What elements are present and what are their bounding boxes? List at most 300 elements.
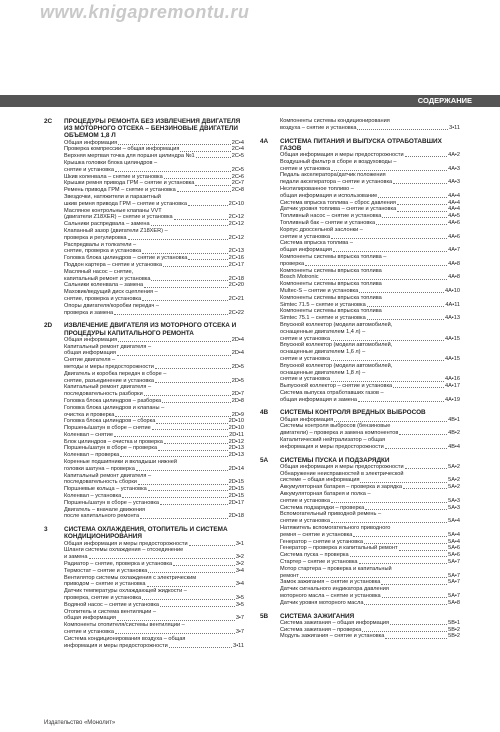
toc-entry[interactable] bbox=[280, 437, 460, 444]
toc-entry[interactable] bbox=[280, 579, 460, 586]
toc-entry[interactable] bbox=[280, 491, 460, 498]
toc-entry[interactable] bbox=[280, 308, 460, 315]
toc-entry[interactable] bbox=[280, 363, 460, 370]
page-number: 2D•7 bbox=[231, 391, 244, 398]
toc-entry[interactable] bbox=[64, 214, 244, 221]
dot-leader bbox=[405, 156, 448, 157]
entry-text: последовательность разборки bbox=[64, 391, 143, 398]
entry-text: Опоры двигателя/коробки передач – bbox=[64, 302, 159, 309]
dot-leader bbox=[155, 368, 231, 369]
section-title: СИСТЕМА ОХЛАЖДЕНИЯ, ОТОПИТЕЛЬ И СИСТЕМА КОНДИЦИОНИРОВАНИЯ bbox=[64, 526, 228, 541]
page-number: 2С•17 bbox=[228, 261, 244, 268]
entry-text: Общая информация bbox=[280, 416, 334, 423]
entry-text: проверка bbox=[280, 260, 305, 267]
dot-leader bbox=[117, 355, 231, 356]
toc-entry[interactable] bbox=[280, 444, 460, 451]
entry-text: Компоненты системы впрыска топлива bbox=[280, 281, 382, 288]
dot-leader bbox=[136, 470, 228, 471]
toc-entry[interactable] bbox=[64, 479, 244, 486]
page-number: 5В•1 bbox=[448, 619, 460, 626]
page-number: 3•11 bbox=[449, 124, 460, 131]
entry-text: Снятие двигателя – bbox=[64, 357, 116, 364]
page-number: 4А•3 bbox=[448, 165, 460, 172]
toc-entry[interactable] bbox=[280, 471, 460, 478]
entry-text: Поддон картера – снятие и установка bbox=[64, 261, 162, 268]
page-number: 3•7 bbox=[235, 615, 244, 622]
dot-leader bbox=[162, 402, 231, 403]
toc-entry[interactable] bbox=[64, 384, 244, 391]
dot-leader bbox=[305, 265, 447, 266]
page-number: 4А•10 bbox=[444, 287, 460, 294]
dot-leader bbox=[142, 253, 228, 254]
toc-entry[interactable] bbox=[280, 552, 460, 559]
entry-text: Система зажигания – проверка bbox=[280, 626, 362, 633]
page-number: 2С•16 bbox=[228, 255, 244, 262]
toc-entry[interactable] bbox=[64, 248, 244, 255]
entry-text: Топливный бак – снятие и установка bbox=[280, 219, 376, 226]
toc-entry[interactable] bbox=[64, 425, 244, 432]
page-number: 3•5 bbox=[235, 601, 244, 608]
entry-text: Общая информация и меры предосторожности bbox=[280, 152, 404, 158]
page-number: 2D•15 bbox=[228, 493, 244, 500]
entry-text: Коленвал – установка bbox=[64, 493, 122, 500]
page-number: 5А•7 bbox=[448, 579, 460, 586]
page-number: 4В•2 bbox=[448, 430, 460, 437]
toc-entry[interactable] bbox=[280, 274, 460, 281]
toc-entry[interactable] bbox=[280, 498, 460, 505]
entry-text: и замена bbox=[64, 554, 88, 561]
toc-entry[interactable] bbox=[280, 213, 460, 220]
entry-text: общая информация и использование bbox=[280, 192, 378, 199]
toc-entry[interactable] bbox=[280, 281, 460, 288]
page-number: 3•4 bbox=[235, 567, 244, 574]
toc-entry[interactable] bbox=[280, 179, 460, 186]
entry-text: проверка и регулировка bbox=[64, 234, 127, 241]
toc-entry[interactable] bbox=[64, 473, 244, 480]
toc-entry[interactable] bbox=[64, 228, 244, 235]
toc-entry[interactable] bbox=[64, 289, 244, 296]
toc-entry[interactable] bbox=[64, 439, 244, 446]
toc-entry[interactable] bbox=[280, 234, 460, 241]
table-of-contents bbox=[44, 118, 464, 703]
toc-entry[interactable] bbox=[64, 160, 244, 167]
toc-entry[interactable] bbox=[64, 357, 244, 364]
page-number: 2С•12 bbox=[228, 234, 244, 241]
entry-text: Впускной коллектор (модели автомобилей, bbox=[280, 362, 393, 369]
section-heading bbox=[260, 409, 460, 416]
toc-entry[interactable] bbox=[64, 459, 244, 466]
section-number: 5A bbox=[260, 456, 269, 464]
entry-text: Коренные подшипники и вкладыши нижней bbox=[64, 459, 177, 466]
dot-leader bbox=[151, 225, 228, 226]
entry-text: капитальный ремонт и установка bbox=[64, 275, 151, 282]
toc-entry[interactable] bbox=[64, 412, 244, 419]
toc-entry[interactable] bbox=[280, 545, 460, 552]
dot-leader bbox=[147, 586, 235, 587]
toc-entry[interactable] bbox=[64, 575, 244, 582]
entry-text: снятие и установка bbox=[280, 233, 330, 240]
toc-entry[interactable] bbox=[64, 547, 244, 554]
toc-entry[interactable] bbox=[64, 561, 244, 568]
toc-entry[interactable] bbox=[64, 507, 244, 514]
dot-leader bbox=[331, 238, 447, 239]
toc-entry[interactable] bbox=[64, 615, 244, 622]
page-number: 4В•1 bbox=[448, 416, 460, 423]
page-number: 2С•12 bbox=[228, 214, 244, 221]
page-number: 4А•6 bbox=[448, 233, 460, 240]
entry-text: Общая информация и меры предосторожности bbox=[64, 540, 188, 547]
entry-text: Коленвал – снятие bbox=[64, 431, 113, 438]
toc-entry[interactable] bbox=[280, 268, 460, 275]
toc-entry[interactable] bbox=[280, 532, 460, 539]
toc-entry[interactable] bbox=[64, 513, 244, 520]
toc-entry[interactable] bbox=[64, 486, 244, 493]
toc-entry[interactable] bbox=[64, 255, 244, 262]
dot-leader bbox=[397, 204, 447, 205]
entry-text: Стартер – снятие и установка bbox=[280, 559, 358, 566]
toc-entry[interactable] bbox=[280, 247, 460, 254]
entry-text: Масляное контрольные клапаны VVT bbox=[64, 207, 162, 214]
page-number: 4А•3 bbox=[448, 179, 460, 186]
toc-entry[interactable] bbox=[64, 602, 244, 609]
dot-leader bbox=[331, 502, 447, 503]
dot-leader bbox=[140, 518, 228, 519]
toc-entry[interactable] bbox=[64, 146, 244, 153]
toc-entry[interactable] bbox=[64, 554, 244, 561]
entry-text: снятие, проверка и установка bbox=[64, 295, 142, 302]
toc-entry[interactable] bbox=[280, 559, 460, 566]
toc-entry[interactable] bbox=[64, 153, 244, 160]
entry-text: снятие и установка bbox=[64, 166, 114, 173]
page-number: 4А•4 bbox=[448, 206, 460, 213]
entry-text: Клапанный зазор (двигатели Z18XER) – bbox=[64, 227, 168, 234]
toc-entry[interactable] bbox=[64, 276, 244, 283]
entry-text: оснащенные двигателем 1,4 л) – bbox=[280, 328, 366, 335]
page-number: 5А•4 bbox=[448, 518, 460, 525]
toc-entry[interactable] bbox=[64, 493, 244, 500]
dot-leader bbox=[118, 144, 231, 145]
page-number: 3•2 bbox=[235, 554, 244, 561]
toc-entry[interactable] bbox=[280, 227, 460, 234]
toc-entry[interactable] bbox=[280, 125, 460, 132]
toc-entry[interactable] bbox=[64, 180, 244, 187]
toc-entry[interactable] bbox=[280, 240, 460, 247]
entry-text: Вентилятор системы охлаждения с электрическим bbox=[64, 574, 197, 581]
toc-entry[interactable] bbox=[280, 349, 460, 356]
toc-entry[interactable] bbox=[64, 235, 244, 242]
toc-entry[interactable] bbox=[280, 118, 460, 125]
page-number: 2С•21 bbox=[228, 295, 244, 302]
page-number: 5В•2 bbox=[448, 626, 460, 633]
page-number: 3•4 bbox=[235, 581, 244, 588]
toc-entry[interactable] bbox=[280, 302, 460, 309]
toc-entry[interactable] bbox=[64, 432, 244, 439]
dot-leader bbox=[155, 382, 231, 383]
entry-text: Система кондиционирования воздуха – общая bbox=[64, 635, 186, 642]
entry-text: Головка блока цилиндров и клапаны – bbox=[64, 404, 165, 411]
toc-entry[interactable] bbox=[280, 525, 460, 532]
dot-leader bbox=[376, 224, 447, 225]
toc-entry[interactable] bbox=[64, 643, 244, 650]
toc-entry[interactable] bbox=[64, 350, 244, 357]
toc-entry[interactable] bbox=[64, 636, 244, 643]
entry-text: Двигатель и коробка передач в сборе – bbox=[64, 370, 167, 377]
page-number: 4А•2 bbox=[448, 152, 460, 158]
toc-entry[interactable] bbox=[64, 588, 244, 595]
dot-leader bbox=[378, 197, 447, 198]
toc-entry[interactable] bbox=[64, 398, 244, 405]
toc-entry[interactable] bbox=[64, 344, 244, 351]
entry-text: Шланги системы охлаждения – отсоединение bbox=[64, 547, 184, 554]
dot-leader bbox=[362, 631, 447, 632]
page-title: СОДЕРЖАНИЕ bbox=[417, 96, 472, 105]
toc-section bbox=[44, 526, 244, 649]
entry-list bbox=[280, 417, 460, 451]
toc-entry[interactable] bbox=[64, 391, 244, 398]
toc-entry[interactable] bbox=[280, 627, 460, 634]
entry-text: Верхняя мертвая точка для поршня цилиндра №1 bbox=[64, 153, 195, 160]
page-number: 2D•10 bbox=[228, 425, 244, 432]
page-number: 2D•13 bbox=[228, 452, 244, 459]
entry-text: информация и меры предосторожности bbox=[64, 642, 168, 649]
toc-entry[interactable] bbox=[280, 322, 460, 329]
entry-text: Общая информация и меры предосторожности bbox=[280, 463, 404, 470]
entry-text: Масляный насос – снятие, bbox=[64, 268, 134, 275]
toc-entry[interactable] bbox=[280, 220, 460, 227]
toc-entry[interactable] bbox=[64, 242, 244, 249]
dot-leader bbox=[142, 300, 228, 301]
section-number: 2D bbox=[44, 322, 53, 330]
toc-entry[interactable] bbox=[280, 417, 460, 424]
toc-entry[interactable] bbox=[280, 593, 460, 600]
entry-text: Корпус дроссельной заслонки – bbox=[280, 226, 363, 233]
section-heading bbox=[44, 322, 244, 336]
entry-text: Впускной коллектор (модели автомобилей, bbox=[280, 321, 393, 328]
entry-text: снятие и установка bbox=[280, 165, 330, 172]
entry-text: ремонт bbox=[280, 572, 299, 579]
entry-text: Датчик температуры охлаждающей жидкости – bbox=[64, 588, 187, 595]
toc-entry[interactable] bbox=[280, 573, 460, 580]
entry-text: Мотор стартера – проверка и капитальный bbox=[280, 565, 392, 572]
toc-entry[interactable] bbox=[280, 600, 460, 607]
page-number: 5А•3 bbox=[448, 504, 460, 511]
dot-leader bbox=[117, 620, 235, 621]
toc-entry[interactable] bbox=[280, 464, 460, 471]
section-number: 5B bbox=[260, 612, 269, 620]
toc-entry[interactable] bbox=[64, 187, 244, 194]
toc-entry[interactable] bbox=[280, 329, 460, 336]
toc-entry[interactable] bbox=[280, 477, 460, 484]
entry-text: снятие, проверка и установка bbox=[64, 248, 142, 255]
dot-leader bbox=[196, 157, 231, 158]
section-title: ИЗВЛЕЧЕНИЕ ДВИГАТЕЛЯ ИЗ МОТОРНОГО ОТСЕКА И ПРОЦЕДУРЫ КАПИТАЛЬНОГО РЕМОНТА bbox=[64, 322, 237, 337]
dot-leader bbox=[164, 443, 228, 444]
dot-leader bbox=[163, 266, 228, 267]
dot-leader bbox=[333, 251, 447, 252]
toc-entry[interactable] bbox=[280, 315, 460, 322]
dot-leader bbox=[397, 211, 447, 212]
entry-text: снятие и установка bbox=[280, 355, 330, 362]
toc-entry[interactable] bbox=[280, 390, 460, 397]
toc-entry[interactable] bbox=[64, 303, 244, 310]
toc-entry[interactable] bbox=[280, 200, 460, 207]
page-number: 5А•8 bbox=[448, 599, 460, 606]
dot-leader bbox=[405, 468, 448, 469]
toc-entry[interactable] bbox=[280, 193, 460, 200]
dot-leader bbox=[367, 319, 444, 320]
toc-entry[interactable] bbox=[64, 167, 244, 174]
dot-leader bbox=[177, 191, 231, 192]
toc-entry[interactable] bbox=[280, 383, 460, 390]
toc-entry[interactable] bbox=[64, 201, 244, 208]
page-number: 2D•17 bbox=[228, 499, 244, 506]
entry-text: Двигатель – вначале движения bbox=[64, 506, 146, 513]
entry-text: Датчик сигнального индикатора давления bbox=[280, 586, 389, 593]
entry-text: оснащенные двигателем 1,6 л) – bbox=[280, 349, 366, 356]
entry-text: (двигатели Z18XER) – снятие и установка bbox=[64, 214, 173, 221]
toc-entry[interactable] bbox=[280, 370, 460, 377]
toc-entry[interactable] bbox=[280, 511, 460, 518]
entry-text: Крышка головки блока цилиндров – bbox=[64, 160, 158, 166]
toc-entry[interactable] bbox=[64, 269, 244, 276]
page-number: 2D•4 bbox=[231, 336, 244, 343]
entry-text: Система впрыска топлива – сброс давления bbox=[280, 199, 396, 206]
entry-text: Звездочки, натяжители и паразитный bbox=[64, 193, 161, 200]
toc-entry[interactable] bbox=[64, 622, 244, 629]
entry-text: проверка, снятие и установка bbox=[64, 595, 142, 602]
page-number: 2D•14 bbox=[228, 465, 244, 472]
toc-entry[interactable] bbox=[280, 342, 460, 349]
toc-entry[interactable] bbox=[280, 254, 460, 261]
entry-text: Поршень/шатун в сборе – снятие bbox=[64, 425, 151, 432]
toc-entry[interactable] bbox=[64, 221, 244, 228]
entry-text: Аккумуляторная батарея и полка – bbox=[280, 491, 371, 498]
entry-text: Топливный насос – снятие и установка bbox=[280, 213, 382, 220]
toc-entry[interactable] bbox=[64, 629, 244, 636]
section-title: СИСТЕМА ЗАЖИГАНИЯ bbox=[280, 612, 355, 620]
dot-leader bbox=[115, 171, 231, 172]
page-number: 4А•4 bbox=[448, 192, 460, 199]
toc-entry[interactable] bbox=[64, 609, 244, 616]
toc-entry[interactable] bbox=[64, 595, 244, 602]
toc-entry[interactable] bbox=[280, 518, 460, 525]
dot-leader bbox=[158, 450, 228, 451]
entry-text: Головка блока цилиндров – разборка bbox=[64, 397, 162, 404]
toc-entry[interactable] bbox=[64, 371, 244, 378]
page-number: 2D•10 bbox=[228, 418, 244, 425]
entry-text: Компоненты системы впрыска топлива – bbox=[280, 253, 387, 260]
entry-text: Генератор – проверка и капитальный ремонт bbox=[280, 545, 398, 552]
toc-entry[interactable] bbox=[64, 194, 244, 201]
toc-entry[interactable] bbox=[64, 418, 244, 425]
toc-entry[interactable] bbox=[280, 288, 460, 295]
toc-entry[interactable] bbox=[64, 310, 244, 317]
toc-entry[interactable] bbox=[64, 500, 244, 507]
toc-entry[interactable] bbox=[280, 152, 460, 159]
toc-entry[interactable] bbox=[280, 172, 460, 179]
toc-entry[interactable] bbox=[280, 356, 460, 363]
entry-text: Каталитический нейтрализатор – общая bbox=[280, 437, 386, 444]
toc-entry[interactable] bbox=[64, 174, 244, 181]
toc-entry[interactable] bbox=[64, 445, 244, 452]
toc-entry[interactable] bbox=[64, 337, 244, 344]
entry-text: Натяжитель вспомогательного приводного bbox=[280, 525, 391, 532]
page-number: 5А•7 bbox=[448, 593, 460, 600]
toc-entry[interactable] bbox=[280, 423, 460, 430]
entry-text: очистка и проверка bbox=[64, 411, 115, 418]
toc-entry[interactable] bbox=[280, 159, 460, 166]
toc-entry[interactable] bbox=[280, 166, 460, 173]
entry-text: снятие и установка bbox=[280, 335, 330, 342]
dot-leader bbox=[399, 434, 447, 435]
page-number: 2D•13 bbox=[228, 445, 244, 452]
dot-leader bbox=[359, 292, 444, 293]
entry-text: Капитальный ремонт двигателя – bbox=[64, 343, 152, 350]
toc-entry[interactable] bbox=[64, 296, 244, 303]
entry-text: Воздушный фильтр в сборе и воздуховоды – bbox=[280, 158, 397, 165]
page-number: 4В•4 bbox=[448, 443, 460, 450]
toc-section bbox=[44, 118, 244, 316]
section-title: СИСТЕМЫ ПУСКА И ПОДЗАРЯДКИ bbox=[280, 456, 390, 464]
entry-text: Впускной коллектор (модели автомобилей, bbox=[280, 342, 393, 349]
dot-leader bbox=[118, 341, 231, 342]
page-number: 5А•4 bbox=[448, 538, 460, 545]
toc-entry[interactable] bbox=[280, 633, 460, 640]
entry-list bbox=[280, 620, 460, 640]
dot-leader bbox=[144, 287, 228, 288]
section-heading bbox=[44, 118, 244, 140]
page-number: 2D•11 bbox=[229, 431, 244, 438]
entry-text: Компоненты системы впрыска топлива bbox=[280, 308, 382, 315]
toc-entry[interactable] bbox=[280, 397, 460, 404]
toc-entry[interactable] bbox=[64, 208, 244, 215]
toc-entry[interactable] bbox=[64, 405, 244, 412]
entry-text: Капитальный ремонт двигателя – bbox=[64, 384, 152, 391]
entry-text: системе – общая информация bbox=[280, 477, 360, 484]
toc-entry[interactable] bbox=[280, 261, 460, 268]
toc-entry[interactable] bbox=[280, 620, 460, 627]
dot-leader bbox=[89, 558, 235, 559]
page-number: 5А•7 bbox=[448, 559, 460, 566]
dot-leader bbox=[331, 360, 444, 361]
dot-leader bbox=[393, 387, 444, 388]
toc-entry[interactable] bbox=[64, 466, 244, 473]
toc-entry[interactable] bbox=[280, 295, 460, 302]
entry-text: Компоненты системы впрыска топлива bbox=[280, 294, 382, 301]
dot-leader bbox=[350, 556, 447, 557]
page-number: 2С•5 bbox=[231, 166, 244, 173]
entry-text: Замок зажигания – снятие и установка bbox=[280, 579, 381, 586]
entry-text: Компоненты отопителя/системы вентиляции – bbox=[64, 622, 185, 629]
toc-entry[interactable] bbox=[64, 541, 244, 548]
dot-leader bbox=[385, 638, 447, 639]
toc-entry[interactable] bbox=[280, 484, 460, 491]
toc-entry[interactable] bbox=[64, 140, 244, 147]
dot-leader bbox=[152, 429, 228, 430]
page-number: 2D•5 bbox=[231, 363, 244, 370]
toc-entry[interactable] bbox=[280, 586, 460, 593]
entry-text: общая информация bbox=[280, 247, 332, 254]
toc-entry[interactable] bbox=[64, 568, 244, 575]
toc-entry[interactable] bbox=[64, 364, 244, 371]
toc-entry[interactable] bbox=[64, 262, 244, 269]
entry-list bbox=[280, 464, 460, 607]
entry-text: общая информация bbox=[64, 350, 116, 357]
toc-section bbox=[44, 322, 244, 520]
page-number: 4А•15 bbox=[444, 335, 460, 342]
toc-entry[interactable] bbox=[280, 566, 460, 573]
toc-entry[interactable] bbox=[280, 186, 460, 193]
